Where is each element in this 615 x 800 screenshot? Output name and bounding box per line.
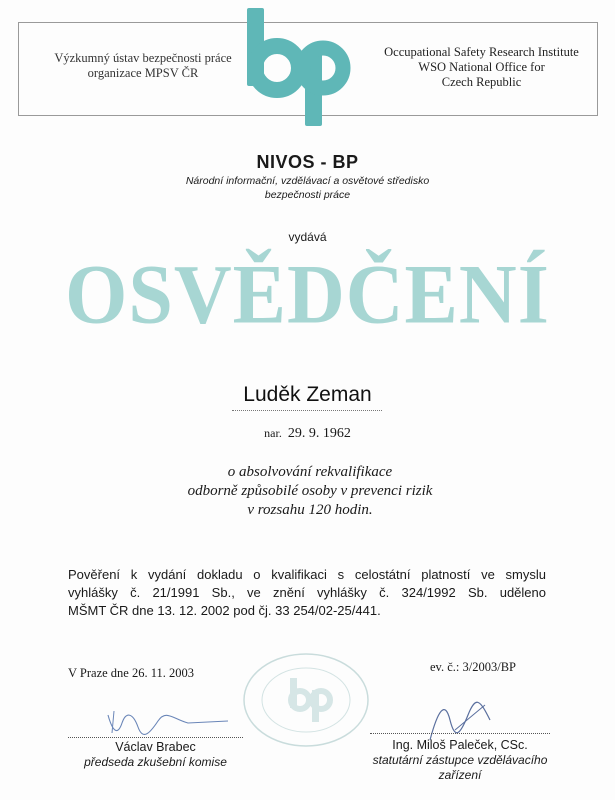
certificate-title: OSVĚDČENÍ	[65, 248, 550, 342]
institute-line: organizace MPSV ČR	[87, 66, 199, 80]
signature-line-right	[370, 733, 550, 734]
institute-line: WSO National Office for	[418, 60, 545, 74]
achievement-line: odborně způsobilé osoby v prevenci rizik	[187, 483, 433, 499]
organization-subtitle	[140, 174, 475, 202]
birth-date-value: 29. 9. 1962	[287, 426, 351, 441]
authorization-text	[68, 566, 546, 620]
signatory-role: zařízení	[438, 768, 482, 782]
signatory-right	[360, 738, 560, 783]
achievement-line: o absolvování rekvalifikace	[227, 464, 393, 480]
authorization-line: MŠMT ČR dne 13. 12. 2002 pod čj. 33 254/02-25/441.	[68, 603, 381, 618]
official-stamp	[236, 650, 376, 750]
institute-name-czech	[29, 51, 257, 81]
achievement-text	[130, 463, 490, 520]
recipient-name: Luděk Zeman	[243, 383, 372, 406]
signature-right	[410, 690, 510, 745]
subtitle-line: bezpečnosti práce	[264, 189, 351, 201]
institute-line: Výzkumný ústav bezpečnosti práce	[54, 51, 232, 65]
organization-name: NIVOS - BP	[256, 152, 359, 172]
issues-label: vydává	[288, 230, 327, 244]
signatory-name: Ing. Miloš Paleček, CSc.	[392, 738, 528, 752]
achievement-line: v rozsahu 120 hodin.	[247, 502, 373, 518]
signatory-role: předseda zkušební komise	[84, 755, 227, 769]
signatory-name: Václav Brabec	[115, 740, 196, 754]
name-underline	[232, 410, 382, 411]
signatory-role: statutární zástupce vzdělávacího	[372, 753, 548, 767]
birth-label: nar.	[264, 426, 282, 440]
subtitle-line: Národní informační, vzdělávací a osvětové středisko	[185, 175, 430, 187]
bp-logo	[243, 8, 351, 126]
registration-number: ev. č.: 3/2003/BP	[430, 660, 516, 674]
institute-line: Czech Republic	[441, 75, 522, 89]
authorization-line: Pověření k vydání dokladu o kvalifikaci s celostátní platností ve smyslu	[68, 567, 546, 582]
institute-name-english	[374, 45, 589, 90]
signatory-left	[68, 740, 243, 770]
place-and-date: V Praze dne 26. 11. 2003	[68, 666, 195, 680]
birth-date	[0, 426, 615, 442]
signature-line-left	[68, 737, 243, 738]
authorization-line: vyhlášky č. 21/1991 Sb., ve znění vyhlášky č. 324/1992 Sb. uděleno	[68, 585, 546, 600]
institute-line: Occupational Safety Research Institute	[384, 45, 579, 59]
